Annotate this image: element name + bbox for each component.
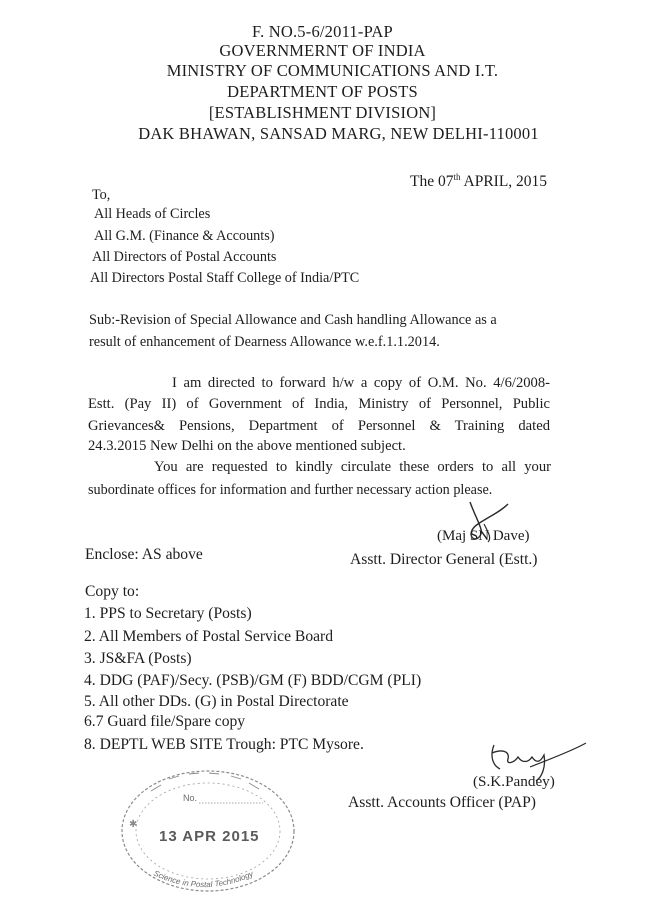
- copy-to-item: 3. JS&FA (Posts): [84, 650, 192, 667]
- govt-heading: GOVERNMERNT OF INDIA: [219, 41, 426, 60]
- addressee-line: All G.M. (Finance & Accounts): [94, 228, 275, 244]
- copy-to-heading: Copy to:: [85, 583, 140, 600]
- addressee-line: All Directors of Postal Accounts: [92, 249, 277, 265]
- copy-to-item: 6.7 Guard file/Spare copy: [84, 713, 246, 730]
- addressee-line: All Directors Postal Staff College of India/PTC: [90, 270, 360, 286]
- copy-to-item: 4. DDG (PAF)/Secy. (PSB)/GM (F) BDD/CGM (PLI): [84, 672, 422, 689]
- enclosure-line: Enclose: AS above: [85, 546, 203, 563]
- copy-to-item: 2. All Members of Postal Service Board: [84, 628, 334, 645]
- addressee-line: All Heads of Circles: [94, 206, 211, 222]
- para2-line-1: You are requested to kindly circulate these orders to all your: [154, 459, 551, 475]
- receipt-stamp: [113, 763, 303, 903]
- division-heading: [ESTABLISHMENT DIVISION]: [208, 103, 437, 122]
- stamp-date: 13 APR 2015: [159, 828, 260, 845]
- stamp-star-icon: ✱: [129, 819, 138, 830]
- para1-line-2: Estt. (Pay II) of Government of India, Ministry of Personnel, Public: [88, 396, 550, 412]
- signatory2-designation: Asstt. Accounts Officer (PAP): [348, 794, 536, 811]
- copy-to-item: 5. All other DDs. (G) in Postal Directorate: [84, 693, 349, 710]
- signatory1-name: (Maj SN Dave): [437, 528, 530, 544]
- file-number: F. NO.5-6/2011-PAP: [252, 22, 393, 41]
- copy-to-item: 1. PPS to Secretary (Posts): [84, 605, 252, 622]
- stamp-no-label: No.: [183, 793, 198, 803]
- subject-line-2: result of enhancement of Dearness Allowance w.e.f.1.1.2014.: [89, 334, 440, 350]
- address-heading: DAK BHAWAN, SANSAD MARG, NEW DELHI-110001: [138, 124, 539, 143]
- signatory1-designation: Asstt. Director General (Estt.): [350, 551, 538, 568]
- para1-line-4: 24.3.2015 New Delhi on the above mentioned subject.: [88, 438, 406, 454]
- para2-line-2: subordinate offices for information and further necessary action please.: [88, 482, 493, 498]
- ministry-heading: MINISTRY OF COMMUNICATIONS AND I.T.: [166, 61, 499, 80]
- to-label: To,: [92, 187, 111, 203]
- para1-line-1: I am directed to forward h/w a copy of O.M. No. 4/6/2008-: [172, 375, 550, 391]
- stamp-bottom-text: Science in Postal Technology: [152, 868, 255, 890]
- department-heading: DEPARTMENT OF POSTS: [227, 82, 418, 101]
- signatory2-name: (S.K.Pandey): [473, 773, 555, 790]
- subject-line-1: Sub:-Revision of Special Allowance and Cash handling Allowance as a: [89, 312, 497, 328]
- copy-to-item: 8. DEPTL WEB SITE Trough: PTC Mysore.: [84, 736, 364, 753]
- para1-line-3: Grievances& Pensions, Department of Personnel & Training dated: [88, 418, 550, 434]
- letter-date: The 07th APRIL, 2015: [410, 172, 548, 191]
